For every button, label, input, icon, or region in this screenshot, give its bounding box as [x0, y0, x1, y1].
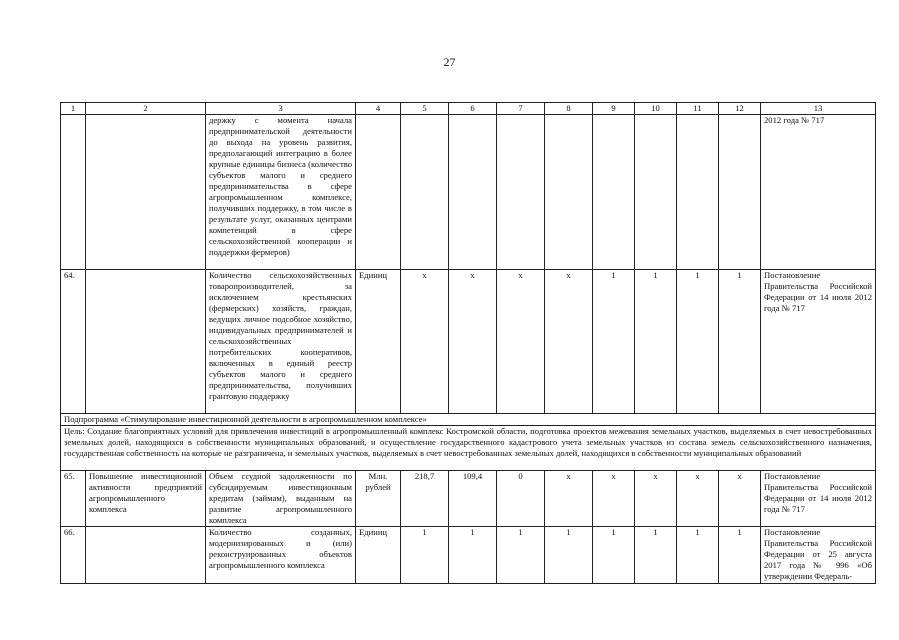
task-name [86, 115, 206, 270]
column-number: 3 [206, 103, 356, 115]
value-cell: 1 [719, 527, 761, 584]
value-cell: 1 [497, 527, 545, 584]
value-cell: 1 [677, 527, 719, 584]
value-cell: 1 [635, 527, 677, 584]
indicator-name: Количество созданных, модернизированных и (или) реконструированных объектов агропромышленного комплекса [206, 527, 356, 584]
value-cell: х [719, 471, 761, 527]
value-cell: 109,4 [449, 471, 497, 527]
task-name [86, 270, 206, 414]
goal-row [61, 426, 876, 471]
column-number: 4 [356, 103, 401, 115]
row-number: 64. [61, 270, 86, 414]
value-cell [593, 115, 635, 270]
table-row [61, 115, 876, 270]
subprogram-title: Подпрограмма «Стимулирование инвестиционной деятельности в агропромышленном комплексе» [61, 414, 876, 426]
column-number: 9 [593, 103, 635, 115]
value-cell: х [593, 471, 635, 527]
column-number: 13 [761, 103, 876, 115]
value-cell: х [401, 270, 449, 414]
value-cell: 1 [401, 527, 449, 584]
value-cell: 1 [449, 527, 497, 584]
goal-text: Цель: Создание благоприятных условий для привлечения инвестиций в агропромышленный комплекс Костромской области, подготовка проектов межевания земельных участков, выделяемых в счет невостребованных земельных долей, находящихся в собственности муниципальных образований, и осуществление государственного кадастрового учета земельных участков из состава земель сельскохозяйственного назначения, государственная собственность на которые не разграничена, и земельных участков, выделяемых в счет невостребованных земельных долей, находящихся в собственности муниципальных образований [61, 426, 876, 471]
value-cell [719, 115, 761, 270]
indicators-table [60, 102, 876, 584]
legal-basis: Постановление Правительства Российской Федерации от 14 июля 2012 года № 717 [761, 471, 876, 527]
value-cell: 1 [545, 527, 593, 584]
value-cell [635, 115, 677, 270]
task-name [86, 527, 206, 584]
task-name: Повышение инвестиционной активности предприятий агропромышленного комплекса [86, 471, 206, 527]
value-cell: 1 [719, 270, 761, 414]
value-cell: 0 [497, 471, 545, 527]
value-cell [497, 115, 545, 270]
value-cell [449, 115, 497, 270]
value-cell [401, 115, 449, 270]
unit [356, 115, 401, 270]
value-cell: 1 [593, 527, 635, 584]
legal-basis: Постановление Правительства Российской Федерации от 25 августа 2017 года № 996 «Об утверждении Федераль- [761, 527, 876, 584]
unit: Млн. рублей [356, 471, 401, 527]
value-cell [677, 115, 719, 270]
column-number: 6 [449, 103, 497, 115]
column-number: 12 [719, 103, 761, 115]
page-number: 27 [443, 55, 456, 69]
unit: Единиц [356, 527, 401, 584]
column-number-row [61, 103, 876, 115]
value-cell: х [545, 471, 593, 527]
row-number: 65. [61, 471, 86, 527]
table-row [61, 270, 876, 414]
column-number: 1 [61, 103, 86, 115]
subprogram-row [61, 414, 876, 426]
indicator-name: держку с момента начала предпринимательской деятельности до выхода на уровень развития, предполагающий интеграцию в более крупные единицы бизнеса (количество субъектов малого и среднего предпринимательства в сфере агропромышленном комплексе, получивших поддержку, в том числе в результате услуг, оказанных центрами компетенций в сфере сельскохозяйственной кооперации и поддержки фермеров) [206, 115, 356, 270]
value-cell: х [497, 270, 545, 414]
legal-basis: 2012 года № 717 [761, 115, 876, 270]
value-cell: х [545, 270, 593, 414]
row-number [61, 115, 86, 270]
value-cell: 1 [593, 270, 635, 414]
column-number: 5 [401, 103, 449, 115]
column-number: 10 [635, 103, 677, 115]
column-number: 11 [677, 103, 719, 115]
value-cell: 1 [635, 270, 677, 414]
column-number: 7 [497, 103, 545, 115]
legal-basis: Постановление Правительства Российской Федерации от 14 июля 2012 года № 717 [761, 270, 876, 414]
unit: Единиц [356, 270, 401, 414]
value-cell: х [449, 270, 497, 414]
value-cell: 218,7 [401, 471, 449, 527]
indicator-name: Количество сельскохозяйственных товаропроизводителей, за исключением крестьянских (фермерских) хозяйств, граждан, ведущих личное подсобное хозяйство, индивидуальных предпринимателей и сельскохозяйственных потребительских кооперативов, включенных в единый реестр субъектов малого и среднего предпринимательства, получивших грантовую поддержку [206, 270, 356, 414]
value-cell [545, 115, 593, 270]
value-cell: 1 [677, 270, 719, 414]
table-row [61, 527, 876, 584]
table-row [61, 471, 876, 527]
column-number: 8 [545, 103, 593, 115]
value-cell: х [635, 471, 677, 527]
indicator-name: Объем ссудной задолженности по субсидируемым инвестиционным кредитам (займам), выданным на развитие агропромышленного комплекса [206, 471, 356, 527]
row-number: 66. [61, 527, 86, 584]
value-cell: х [677, 471, 719, 527]
column-number: 2 [86, 103, 206, 115]
